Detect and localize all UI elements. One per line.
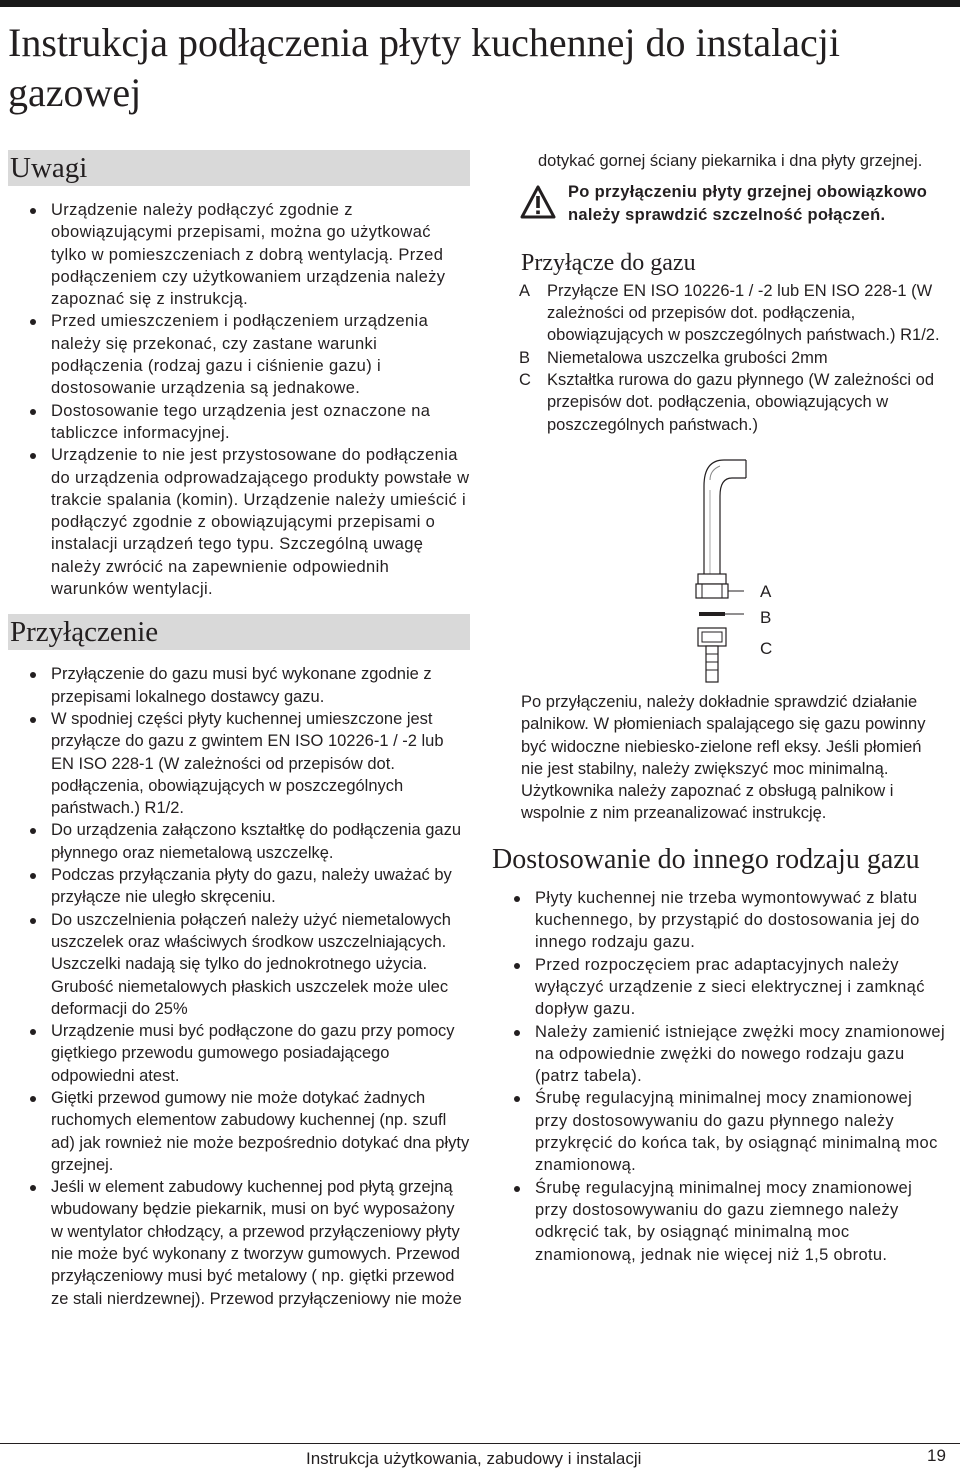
dostosowanie-list xyxy=(492,887,947,1266)
list-item: Urządzenie musi być podłączone do gazu przy pomocy giętkiego przewodu gumowego posiadającego odpowiedni atest. xyxy=(8,1020,470,1087)
list-item: Przed rozpoczęciem prac adaptacyjnych należy wyłączyć urządzenie z sieci elektrycznej i zamknąć dopływ gazu. xyxy=(492,954,947,1021)
continued-text: dotykać gornej ściany piekarnika i dna płyty grzejnej. xyxy=(538,152,923,170)
top-rule xyxy=(0,0,960,7)
part-letter: A xyxy=(519,281,531,300)
list-item: Płyty kuchennej nie trzeba wymontowywać z blatu kuchennego, by przystąpić do dostosowania jej do innego rodzaju gazu. xyxy=(492,887,947,954)
part-c xyxy=(492,369,947,436)
uwagi-list xyxy=(8,199,470,600)
warning-note xyxy=(492,181,947,226)
list-item: Urządzenie to nie jest przystosowane do podłączenia do urządzenia odprowadzającego produkty powstałe w trakcie spalania (komin). Urządzenie należy umieścić i podłączyć zgodnie z obowiązującymi przepisami o instalacji urządzeń tego typu. Szczególną uwagę należy zwrócić na zapewnienie odpowiednih warunków wentylacji. xyxy=(8,444,470,600)
list-item: Śrubę regulacyjną minimalnej mocy znamionowej przy dostosowywaniu do gazu ziemnego należy odkręcić tak, by osiągnąć minimalną moc znamionową, jednak nie więcej niż 1,5 obrotu. xyxy=(492,1177,947,1266)
figure-label-c: C xyxy=(760,638,773,658)
list-item: Należy zamienić istniejące zwężki mocy znamionowej na odpowiednie zwężki do nowego rodzaju gazu (patrz tabela). xyxy=(492,1021,947,1088)
list-item: Jeśli w element zabudowy kuchennej pod płytą grzejną wbudowany będzie piekarnik, musi on być wyposażony w wentylator chłodzący, a przewod przyłączeniowy płyty nie może być wykonany z tworzyw gumowych. Przewod przyłączeniowy musi być metalowy ( np. giętki przewod ze stali nierdzewnej). Przewod przyłączeniowy nie może xyxy=(8,1176,470,1310)
page-title: Instrukcja podłączenia płyty kuchennej do instalacji gazowej xyxy=(8,20,840,115)
list-item: Giętki przewod gumowy nie może dotykać żadnych ruchomych elementow zabudowy kuchennej (np. szufl ad) jak rownież nie może bezpośrednio dotykać dna płyty grzejnej. xyxy=(8,1087,470,1176)
parts-list xyxy=(492,280,947,436)
page-number: 19 xyxy=(927,1446,946,1465)
part-b xyxy=(492,347,947,369)
figure-label-a: A xyxy=(760,581,772,601)
part-description: Kształtka rurowa do gazu płynnego (W zależności od przepisów dot. podłączenia, obowiązujących w poszczególnych państwach.) xyxy=(547,371,935,434)
part-letter: B xyxy=(519,348,531,367)
section-heading-przylaczenie: Przyłączenie xyxy=(8,614,470,650)
right-column xyxy=(492,150,947,1266)
part-a xyxy=(492,280,947,347)
list-item: Urządzenie należy podłączyć zgodnie z obowiązującymi przepisami, można go użytkować tylko w pomieszczeniach z dobrą wentylacją. Przed podłączeniem czy użytkowaniem urządzenia należy zapoznać się z instrukcją. xyxy=(8,199,470,310)
warning-text: Po przyłączeniu płyty grzejnej obowiązkowo należy sprawdzić szczelność połączeń. xyxy=(568,183,928,224)
gas-connector-figure xyxy=(492,436,947,691)
list-item: Przyłączenie do gazu musi być wykonane zgodnie z przepisami lokalnego dostawcy gazu. xyxy=(8,663,470,708)
part-description: Przyłącze EN ISO 10226-1 / -2 lub EN ISO 228-1 (W zależności od przepisów dot. podłączenia, obowiązujących w poszczególnych państwach.) R1/2. xyxy=(547,281,940,345)
figure-label-b: B xyxy=(760,607,772,627)
list-item: Do uszczelnienia połączeń należy użyć niemetalowych uszczelek oraz właściwych środkow uszczelniających. Uszczelki nadają się tylko do jednokrotnego użycia. Grubość niemetalowych płaskich uszczelek może ulec deformacji do 25% xyxy=(8,909,470,1020)
warning-icon xyxy=(520,185,556,219)
part-letter: C xyxy=(519,371,531,390)
list-item: Podczas przyłączania płyty do gazu, należy uważać by przyłącze nie uległo skręceniu. xyxy=(8,864,470,909)
section-heading-przylacze: Przyłącze do gazu xyxy=(521,249,696,276)
footer-text: Instrukcja użytkowania, zabudowy i instalacji xyxy=(306,1449,642,1468)
przylaczenie-list xyxy=(8,663,470,1310)
part-description: Niemetalowa uszczelka grubości 2mm xyxy=(547,348,828,367)
list-item: W spodniej części płyty kuchennej umieszczone jest przyłącze do gazu z gwintem EN ISO 10226-1 / -2 lub EN ISO 228-1 (W zależności od przepisów dot. podłączenia, obowiązujących w poszczególnych państwach.) R1/2. xyxy=(8,708,470,819)
section-heading-dostosowanie: Dostosowanie do innego rodzaju gazu xyxy=(492,843,920,875)
after-connection-text: Po przyłączeniu, należy dokładnie sprawdzić działanie palnikow. W płomieniach spalającego się gazu powinny być widoczne niebiesko-zielone refl eksy. Jeśli płomień nie jest stabilny, należy zwiększyć moc minimalną. Użytkownika należy zapoznać z obsługą palnikow i wspolnie z nim przeanalizować instrukcję. xyxy=(521,692,926,823)
footer-rule xyxy=(0,1443,960,1444)
section-heading-uwagi: Uwagi xyxy=(8,150,470,186)
list-item: Dostosowanie tego urządzenia jest oznaczone na tabliczce informacyjnej. xyxy=(8,400,470,445)
list-item: Do urządzenia załączono kształtkę do podłączenia gazu płynnego oraz niemetalową uszczelkę. xyxy=(8,819,470,864)
list-item: Przed umieszczeniem i podłączeniem urządzenia należy się przekonać, czy zastane warunki podłączenia (rodzaj gazu i ciśnienie gazu) i dostosowanie urządzenia są jednakowe. xyxy=(8,310,470,399)
list-item: Śrubę regulacyjną minimalnej mocy znamionowej przy dostosowywaniu do gazu płynnego należy przykręcić do końca tak, by osiągnąć minimalną moc znamionową. xyxy=(492,1087,947,1176)
left-column xyxy=(8,150,470,1310)
